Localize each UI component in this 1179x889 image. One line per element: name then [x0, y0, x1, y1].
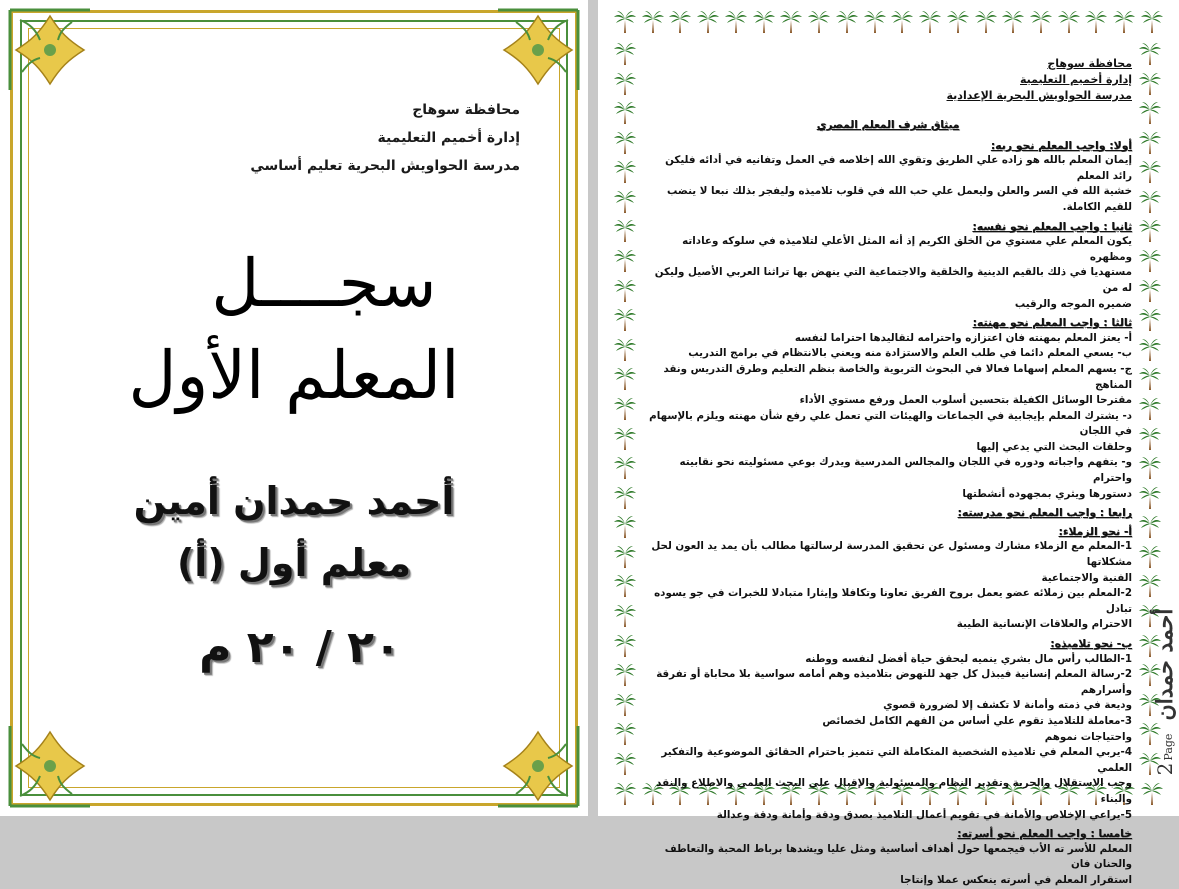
charter-document [644, 56, 1132, 889]
section-title: ثالثا : واجب المعلم نحو مهنته: [972, 316, 1132, 330]
palm-tree-icon [1137, 277, 1163, 303]
page-footer [1152, 600, 1178, 800]
palm-tree-icon [612, 70, 638, 96]
palm-tree-icon [1137, 395, 1163, 421]
palm-tree-icon [1137, 188, 1163, 214]
palm-tree-icon [612, 454, 638, 480]
section-title: أولا: واجب المعلم نحو ربه: [990, 138, 1132, 152]
section-title: رابعا : واجب المعلم نحو مدرسته: [957, 506, 1132, 520]
palm-tree-icon [889, 8, 915, 34]
cover-page [0, 0, 588, 816]
section-line: واحتياجات نموهم [1044, 730, 1132, 743]
palm-tree-icon [1137, 158, 1163, 184]
palm-tree-icon [973, 8, 999, 34]
charter-page [598, 0, 1179, 886]
palm-tree-icon [1137, 306, 1163, 332]
corner-ornament-icon [490, 718, 586, 814]
section-line: 2-رسالة المعلم إنسانية فيبذل كل جهد للنهوض بتلاميذه وهم أمامه سواسية بلا محاباة أو تفرقة وأسرارهم [656, 668, 1132, 696]
governorate-label: محافظة سوهاج [412, 102, 520, 118]
palm-tree-icon [751, 8, 777, 34]
cover-title-line1: سجــــل [211, 245, 437, 322]
palm-tree-icon [1137, 365, 1163, 391]
palm-tree-icon [1137, 336, 1163, 362]
palm-tree-icon [612, 99, 638, 125]
section-line: وحب الاستقلال والحرية وتقدير النظام والمسئولية والإقبال علي البحث العلمي والاطلاع والنقد والبناء [656, 777, 1132, 805]
palm-tree-icon [612, 336, 638, 362]
palm-tree-icon [612, 277, 638, 303]
section-line: الاحترام والعلاقات الإنسانية الطيبة [956, 618, 1132, 631]
cover-title [40, 238, 548, 422]
section-line: 3-معاملة للتلاميذ تقوم علي أساس من الفهم الكامل لخصائص [822, 714, 1132, 727]
palm-tree-icon [612, 750, 638, 776]
section-line: الفنية والاجتماعية [1041, 571, 1132, 584]
section-line: د- يشترك المعلم بإيجابية في الجماعات والهيئات التي تعمل علي رفع شأن مهنته ويلزم بالإسهام في اللجان [649, 409, 1132, 438]
palm-border-left [612, 40, 640, 776]
section-line: مقترحا الوسائل الكفيلة بتحسين أسلوب العمل ورفع مستوي الأداء [799, 394, 1132, 407]
section-line: يكون المعلم علي مستوي من الخلق الكريم إذ أنه المثل الأعلي لتلاميذه في سلوكه وعاداته ومظهره [682, 235, 1132, 263]
palm-tree-icon [612, 158, 638, 184]
section-line: المعلم للأسر ته الأب فيجمعها حول أهداف أساسية ومثل عليا ويشدها برباط المحبة والتعاطف والحنان فان [664, 842, 1132, 871]
doc-governorate: محافظة سوهاج [1047, 57, 1132, 70]
cover-header [160, 96, 520, 180]
section-line: و- يتفهم واجباته ودوره في اللجان والمجالس المدرسية ويدرك بوعي مسئوليته نحو نقابيته واحترام [679, 456, 1132, 485]
section-line: ب- يسعي المعلم دائما في طلب العلم والاستزادة منه ويعني بالانتظام في برامج التدريب [688, 347, 1132, 360]
palm-tree-icon [1028, 8, 1054, 34]
palm-tree-icon [612, 632, 638, 658]
palm-tree-icon [778, 8, 804, 34]
section-line: خشية الله في السر والعلن وليعمل علي حب الله في قلوب تلاميذه وليفجر بذلك نبعا لا ينضب للقيم الكاملة. [667, 185, 1132, 213]
palm-tree-icon [917, 8, 943, 34]
palm-tree-icon [612, 129, 638, 155]
palm-tree-icon [834, 8, 860, 34]
palm-tree-icon [1137, 70, 1163, 96]
palm-tree-icon [1137, 572, 1163, 598]
section-line: أ- يعتز المعلم بمهنته فان اعتزازه واحترامه لتقاليدها احتراما لنفسه [794, 331, 1132, 344]
palm-tree-icon [1137, 454, 1163, 480]
palm-tree-icon [1137, 129, 1163, 155]
section-line: مستهديا في ذلك بالقيم الدينية والخلقية والاجتماعية التي ينهض بها تراثنا العربي الأصيل وليكن له من [654, 266, 1132, 294]
palm-tree-icon [612, 572, 638, 598]
palm-tree-icon [612, 395, 638, 421]
palm-tree-icon [723, 8, 749, 34]
palm-tree-icon [612, 365, 638, 391]
palm-tree-icon [612, 188, 638, 214]
section-line: وديعة في ذمته وأمانة لا تكشف إلا لضرورة قصوي [883, 699, 1132, 712]
section-line: استقرار المعلم في أسرته ينعكس عملا وإنتاجا [900, 873, 1132, 886]
palm-tree-icon [1137, 40, 1163, 66]
corner-ornament-icon [490, 2, 586, 98]
palm-tree-icon [1137, 99, 1163, 125]
section-line: دستورها ويثري بمجهوده أنشطتها [962, 487, 1132, 500]
palm-tree-icon [667, 8, 693, 34]
palm-tree-icon [862, 8, 888, 34]
palm-tree-icon [612, 691, 638, 717]
section-title: ب- نحو تلاميذه: [1050, 637, 1132, 650]
palm-tree-icon [612, 306, 638, 332]
palm-tree-icon [612, 247, 638, 273]
teacher-name: أحمد حمدان أمين [133, 479, 455, 523]
palm-tree-icon [1139, 8, 1165, 34]
cover-date: ٢٠ / ٢٠ م [199, 622, 401, 673]
section-line: ضميره الموجه والرقيب [1014, 297, 1132, 310]
palm-tree-icon [695, 8, 721, 34]
corner-ornament-icon [2, 2, 98, 98]
palm-tree-icon [612, 513, 638, 539]
doc-school: مدرسة الحواويش البحرية الإعدادية [946, 89, 1132, 102]
section-line: إيمان المعلم بالله هو زاده علي الطريق وتقوي الله إخلاصه في العمل وتفانيه في أدائه فليكن رائد المعلم [665, 154, 1132, 182]
palm-tree-icon [612, 217, 638, 243]
directorate-label: إدارة أخميم التعليمية [377, 130, 520, 146]
palm-tree-icon [1000, 8, 1026, 34]
palm-tree-icon [1083, 8, 1109, 34]
section-line: 4-يربي المعلم في تلاميذه الشخصية المتكاملة التي تتميز باحترام الحقائق الموضوعية والتفكير العلمي [661, 746, 1132, 774]
palm-tree-icon [1137, 513, 1163, 539]
section-line: وحلقات البحث التي يدعي إليها [976, 440, 1132, 453]
palm-tree-icon [1137, 247, 1163, 273]
section-line: ج- يسهم المعلم إسهاما فعالا في البحوث التربوية والخاصة بنظم التعليم وطرق التدريس ونقد المناهج [663, 362, 1132, 391]
cover-title-line2: المعلم الأول [128, 337, 460, 414]
doc-directorate: إدارة أخميم التعليمية [1020, 73, 1132, 86]
palm-tree-icon [1137, 543, 1163, 569]
section-title: ثانيا : واجب المعلم نحو نفسه: [972, 219, 1132, 233]
teacher-info [30, 470, 558, 594]
palm-tree-icon [612, 425, 638, 451]
palm-tree-icon [612, 602, 638, 628]
palm-tree-icon [1137, 217, 1163, 243]
palm-border-top [612, 8, 1165, 36]
doc-header [644, 56, 1132, 104]
school-label: مدرسة الحواويش البحرية تعليم أساسي [250, 158, 520, 174]
footer-author: أحمد حمدان [1152, 608, 1178, 721]
section-line: 5-يراعي الإخلاص والأمانة في تقويم أعمال التلاميذ بصدق ودقة وأمانة ودقة وعدالة [716, 808, 1132, 821]
palm-tree-icon [612, 780, 638, 806]
teacher-role: معلم أول (أ) [176, 541, 412, 585]
section-line: 1-الطالب رأس مال بشري ينميه ليحقق حياة أفضل لنفسه ووطنه [805, 652, 1132, 665]
corner-ornament-icon [2, 718, 98, 814]
charter-sections [644, 138, 1132, 889]
section-title: خامسا : واجب المعلم نحو أسرته: [957, 827, 1132, 841]
palm-tree-icon [612, 543, 638, 569]
palm-tree-icon [612, 661, 638, 687]
palm-tree-icon [945, 8, 971, 34]
palm-tree-icon [640, 8, 666, 34]
section-title: أ- نحو الزملاء: [1058, 524, 1132, 538]
palm-tree-icon [806, 8, 832, 34]
section-line: 1-المعلم مع الزملاء مشارك ومسئول عن تحقيق المدرسة لرسالتها مطالب بأن يمد يد العون لحل مشكلاتها [651, 540, 1132, 569]
palm-tree-icon [1056, 8, 1082, 34]
palm-tree-icon [1137, 425, 1163, 451]
palm-tree-icon [1111, 8, 1137, 34]
charter-title: ميثاق شرف المعلم المصري [816, 119, 960, 131]
palm-tree-icon [612, 484, 638, 510]
palm-tree-icon [612, 40, 638, 66]
page-number-label: 2Page [1153, 733, 1177, 776]
palm-tree-icon [1137, 484, 1163, 510]
palm-tree-icon [612, 8, 638, 34]
section-line: 2-المعلم بين زملائه عضو يعمل بروح الفريق تعاونا وتكافلا وإيثارا متبادلا للخبرات في جو يسوده تبادل [654, 587, 1132, 615]
palm-tree-icon [612, 720, 638, 746]
